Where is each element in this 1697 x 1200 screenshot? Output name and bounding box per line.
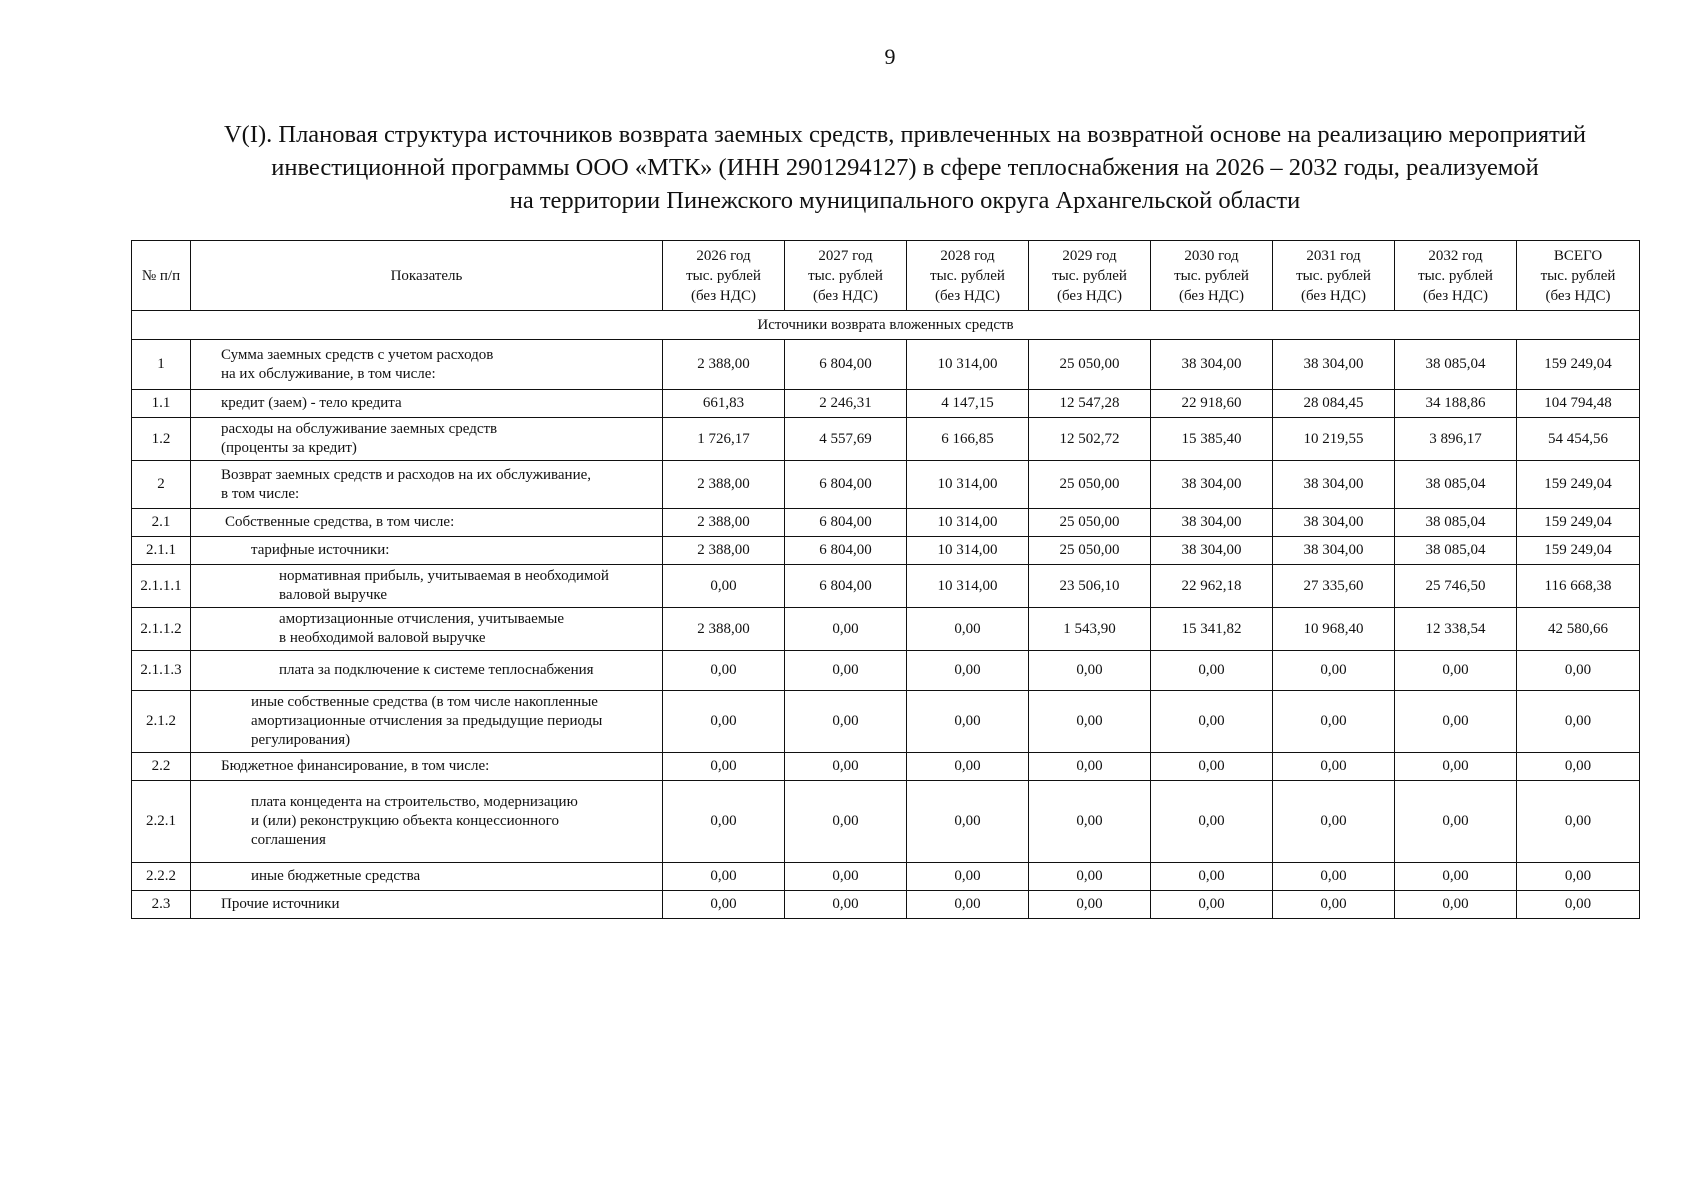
- value-total: 0,00: [1517, 651, 1640, 691]
- row-indicator: [191, 863, 663, 891]
- value-cell: 0,00: [663, 753, 785, 781]
- table-row: [132, 608, 1640, 651]
- value-cell: 2 388,00: [663, 340, 785, 390]
- value-cell: 0,00: [1151, 891, 1273, 919]
- value-cell: 12 338,54: [1395, 608, 1517, 651]
- row-indicator: [191, 537, 663, 565]
- indicator-line: иные бюджетные средства: [251, 868, 421, 884]
- value-total: 159 249,04: [1517, 509, 1640, 537]
- value-cell: 6 804,00: [785, 565, 907, 608]
- table-row: [132, 891, 1640, 919]
- value-cell: 6 804,00: [785, 340, 907, 390]
- indicator-line: иные собственные средства (в том числе накопленные: [251, 694, 598, 710]
- value-cell: 1 726,17: [663, 418, 785, 461]
- indicator-line: амортизационные отчисления за предыдущие периоды: [251, 713, 603, 729]
- value-cell: 10 314,00: [907, 565, 1029, 608]
- value-cell: 0,00: [1395, 781, 1517, 863]
- value-cell: 38 304,00: [1273, 340, 1395, 390]
- value-cell: 0,00: [785, 608, 907, 651]
- value-cell: 10 968,40: [1273, 608, 1395, 651]
- value-cell: 23 506,10: [1029, 565, 1151, 608]
- value-cell: 0,00: [663, 863, 785, 891]
- row-indicator: [191, 461, 663, 509]
- value-cell: 25 050,00: [1029, 537, 1151, 565]
- value-cell: 38 304,00: [1273, 537, 1395, 565]
- value-cell: 0,00: [1029, 691, 1151, 753]
- indicator-line: тарифные источники:: [251, 542, 390, 558]
- indicator-line: кредит (заем) - тело кредита: [221, 395, 402, 411]
- row-number: 2.1: [132, 509, 191, 537]
- value-cell: 0,00: [1273, 863, 1395, 891]
- row-number: 2: [132, 461, 191, 509]
- value-cell: 0,00: [1273, 891, 1395, 919]
- value-cell: 0,00: [1395, 753, 1517, 781]
- row-indicator: [191, 781, 663, 863]
- title-line: на территории Пинежского муниципального округа Архангельской области: [509, 187, 1301, 214]
- table-row: [132, 691, 1640, 753]
- value-cell: 0,00: [1151, 753, 1273, 781]
- header-indicator: Показатель: [191, 241, 663, 311]
- value-cell: 4 147,15: [907, 390, 1029, 418]
- value-total: 0,00: [1517, 691, 1640, 753]
- header-year-2028: 2028 год тыс. рублей (без НДС): [907, 241, 1029, 311]
- row-number: 2.1.1: [132, 537, 191, 565]
- value-cell: 10 314,00: [907, 340, 1029, 390]
- value-cell: 3 896,17: [1395, 418, 1517, 461]
- value-cell: 25 050,00: [1029, 461, 1151, 509]
- indicator-line: расходы на обслуживание заемных средств: [221, 421, 498, 437]
- header-year-2027: 2027 год тыс. рублей (без НДС): [785, 241, 907, 311]
- value-total: 116 668,38: [1517, 565, 1640, 608]
- value-cell: 10 314,00: [907, 461, 1029, 509]
- value-cell: 38 304,00: [1151, 509, 1273, 537]
- value-cell: 38 304,00: [1273, 509, 1395, 537]
- value-cell: 2 246,31: [785, 390, 907, 418]
- value-cell: 15 385,40: [1151, 418, 1273, 461]
- value-cell: 0,00: [1273, 651, 1395, 691]
- indicator-line: плата за подключение к системе теплоснабжения: [279, 662, 594, 678]
- section-row: [132, 311, 1640, 340]
- value-cell: 0,00: [907, 863, 1029, 891]
- value-total: 54 454,56: [1517, 418, 1640, 461]
- value-cell: 2 388,00: [663, 537, 785, 565]
- value-cell: 15 341,82: [1151, 608, 1273, 651]
- value-cell: 0,00: [663, 691, 785, 753]
- value-cell: 2 388,00: [663, 509, 785, 537]
- value-cell: 0,00: [1395, 891, 1517, 919]
- value-cell: 0,00: [1029, 891, 1151, 919]
- table-row: [132, 461, 1640, 509]
- value-cell: 0,00: [785, 891, 907, 919]
- value-cell: 0,00: [1273, 691, 1395, 753]
- row-number: 2.3: [132, 891, 191, 919]
- row-indicator: [191, 691, 663, 753]
- indicator-line: Бюджетное финансирование, в том числе:: [221, 758, 490, 774]
- table-row: [132, 651, 1640, 691]
- value-cell: 22 962,18: [1151, 565, 1273, 608]
- value-cell: 38 085,04: [1395, 340, 1517, 390]
- value-cell: 10 314,00: [907, 537, 1029, 565]
- indicator-line: амортизационные отчисления, учитываемые: [279, 611, 565, 627]
- value-cell: 0,00: [785, 651, 907, 691]
- funding-sources-table: [131, 240, 1640, 919]
- table-row: [132, 537, 1640, 565]
- value-cell: 0,00: [1029, 753, 1151, 781]
- title-line: V(I). Плановая структура источников возврата заемных средств, привлеченных на возвратной основе на реализацию мероприятий: [223, 121, 1587, 148]
- table-row: [132, 340, 1640, 390]
- value-total: 0,00: [1517, 891, 1640, 919]
- row-indicator: [191, 390, 663, 418]
- row-number: 1: [132, 340, 191, 390]
- indicator-line: плата концедента на строительство, модернизацию: [251, 794, 578, 810]
- indicator-line: регулирования): [251, 732, 351, 748]
- value-cell: 38 085,04: [1395, 461, 1517, 509]
- value-cell: 2 388,00: [663, 608, 785, 651]
- value-cell: 6 804,00: [785, 461, 907, 509]
- header-year-2026: 2026 год тыс. рублей (без НДС): [663, 241, 785, 311]
- indicator-line: в необходимой валовой выручке: [279, 630, 486, 646]
- row-number: 2.1.1.1: [132, 565, 191, 608]
- row-indicator: [191, 565, 663, 608]
- value-cell: 0,00: [1395, 691, 1517, 753]
- value-cell: 1 543,90: [1029, 608, 1151, 651]
- value-cell: 38 304,00: [1273, 461, 1395, 509]
- value-total: 42 580,66: [1517, 608, 1640, 651]
- indicator-line: Возврат заемных средств и расходов на их обслуживание,: [221, 466, 592, 483]
- value-cell: 0,00: [663, 891, 785, 919]
- indicator-line: соглашения: [251, 832, 326, 848]
- value-cell: 34 188,86: [1395, 390, 1517, 418]
- value-cell: 0,00: [1395, 651, 1517, 691]
- value-cell: 0,00: [663, 651, 785, 691]
- section-title: Источники возврата вложенных средств: [132, 311, 1640, 340]
- value-cell: 28 084,45: [1273, 390, 1395, 418]
- document-title: [145, 118, 1665, 217]
- header-year-2030: 2030 год тыс. рублей (без НДС): [1151, 241, 1273, 311]
- value-cell: 0,00: [663, 781, 785, 863]
- value-total: 159 249,04: [1517, 340, 1640, 390]
- header-year-2031: 2031 год тыс. рублей (без НДС): [1273, 241, 1395, 311]
- header-num: № п/п: [132, 241, 191, 311]
- table-row: [132, 390, 1640, 418]
- row-number: 2.1.1.3: [132, 651, 191, 691]
- indicator-line: на их обслуживание, в том числе:: [221, 365, 436, 382]
- value-cell: 10 314,00: [907, 509, 1029, 537]
- indicator-line: нормативная прибыль, учитываемая в необходимой: [279, 568, 609, 584]
- indicator-line: и (или) реконструкцию объекта концессионного: [251, 813, 559, 829]
- value-cell: 0,00: [1151, 781, 1273, 863]
- value-cell: 27 335,60: [1273, 565, 1395, 608]
- table-row: [132, 418, 1640, 461]
- value-cell: 0,00: [785, 781, 907, 863]
- value-cell: 0,00: [1151, 651, 1273, 691]
- value-cell: 38 085,04: [1395, 537, 1517, 565]
- value-cell: 0,00: [907, 651, 1029, 691]
- value-total: 0,00: [1517, 863, 1640, 891]
- row-number: 2.2.1: [132, 781, 191, 863]
- value-cell: 22 918,60: [1151, 390, 1273, 418]
- row-number: 1.2: [132, 418, 191, 461]
- header-year-2029: 2029 год тыс. рублей (без НДС): [1029, 241, 1151, 311]
- row-indicator: [191, 891, 663, 919]
- value-cell: 38 304,00: [1151, 461, 1273, 509]
- value-cell: 0,00: [1029, 863, 1151, 891]
- value-cell: 12 547,28: [1029, 390, 1151, 418]
- value-cell: 6 804,00: [785, 537, 907, 565]
- value-cell: 0,00: [1151, 691, 1273, 753]
- value-cell: 0,00: [907, 753, 1029, 781]
- value-cell: 38 304,00: [1151, 340, 1273, 390]
- indicator-line: Собственные средства, в том числе:: [225, 514, 455, 530]
- value-cell: 10 219,55: [1273, 418, 1395, 461]
- indicator-line: в том числе:: [221, 485, 300, 502]
- row-number: 2.2: [132, 753, 191, 781]
- value-cell: 25 050,00: [1029, 340, 1151, 390]
- value-total: 0,00: [1517, 753, 1640, 781]
- value-cell: 0,00: [907, 608, 1029, 651]
- row-number: 2.2.2: [132, 863, 191, 891]
- value-total: 159 249,04: [1517, 537, 1640, 565]
- value-cell: 0,00: [907, 781, 1029, 863]
- indicator-line: валовой выручке: [279, 587, 387, 603]
- value-cell: 6 804,00: [785, 509, 907, 537]
- value-cell: 0,00: [1029, 651, 1151, 691]
- row-indicator: [191, 340, 663, 390]
- row-indicator: [191, 651, 663, 691]
- value-cell: 38 304,00: [1151, 537, 1273, 565]
- value-cell: 0,00: [1029, 781, 1151, 863]
- title-line: инвестиционной программы ООО «МТК» (ИНН 2901294127) в сфере теплоснабжения на 2026 – 2032 годы, реализуемой: [271, 154, 1539, 181]
- value-cell: 0,00: [1151, 863, 1273, 891]
- value-cell: 0,00: [785, 691, 907, 753]
- header-year-2032: 2032 год тыс. рублей (без НДС): [1395, 241, 1517, 311]
- value-cell: 0,00: [907, 891, 1029, 919]
- value-total: 104 794,48: [1517, 390, 1640, 418]
- value-cell: 6 166,85: [907, 418, 1029, 461]
- table-row: [132, 753, 1640, 781]
- value-cell: 25 746,50: [1395, 565, 1517, 608]
- table-row: [132, 509, 1640, 537]
- row-indicator: [191, 608, 663, 651]
- header-row: [132, 241, 1640, 311]
- table-row: [132, 863, 1640, 891]
- value-cell: 2 388,00: [663, 461, 785, 509]
- header-total: ВСЕГО тыс. рублей (без НДС): [1517, 241, 1640, 311]
- value-cell: 4 557,69: [785, 418, 907, 461]
- page-number: 9: [884, 44, 896, 69]
- table-row: [132, 565, 1640, 608]
- value-cell: 0,00: [1395, 863, 1517, 891]
- indicator-line: Прочие источники: [221, 896, 340, 912]
- value-cell: 0,00: [785, 753, 907, 781]
- value-cell: 25 050,00: [1029, 509, 1151, 537]
- row-indicator: [191, 509, 663, 537]
- value-cell: 0,00: [785, 863, 907, 891]
- table-row: [132, 781, 1640, 863]
- value-cell: 12 502,72: [1029, 418, 1151, 461]
- row-number: 2.1.2: [132, 691, 191, 753]
- value-cell: 661,83: [663, 390, 785, 418]
- value-cell: 0,00: [1273, 753, 1395, 781]
- row-indicator: [191, 418, 663, 461]
- row-indicator: [191, 753, 663, 781]
- indicator-line: (проценты за кредит): [221, 440, 357, 456]
- value-cell: 38 085,04: [1395, 509, 1517, 537]
- value-cell: 0,00: [1273, 781, 1395, 863]
- value-total: 0,00: [1517, 781, 1640, 863]
- row-number: 1.1: [132, 390, 191, 418]
- value-cell: 0,00: [663, 565, 785, 608]
- value-cell: 0,00: [907, 691, 1029, 753]
- indicator-line: Сумма заемных средств с учетом расходов: [221, 346, 494, 363]
- value-total: 159 249,04: [1517, 461, 1640, 509]
- row-number: 2.1.1.2: [132, 608, 191, 651]
